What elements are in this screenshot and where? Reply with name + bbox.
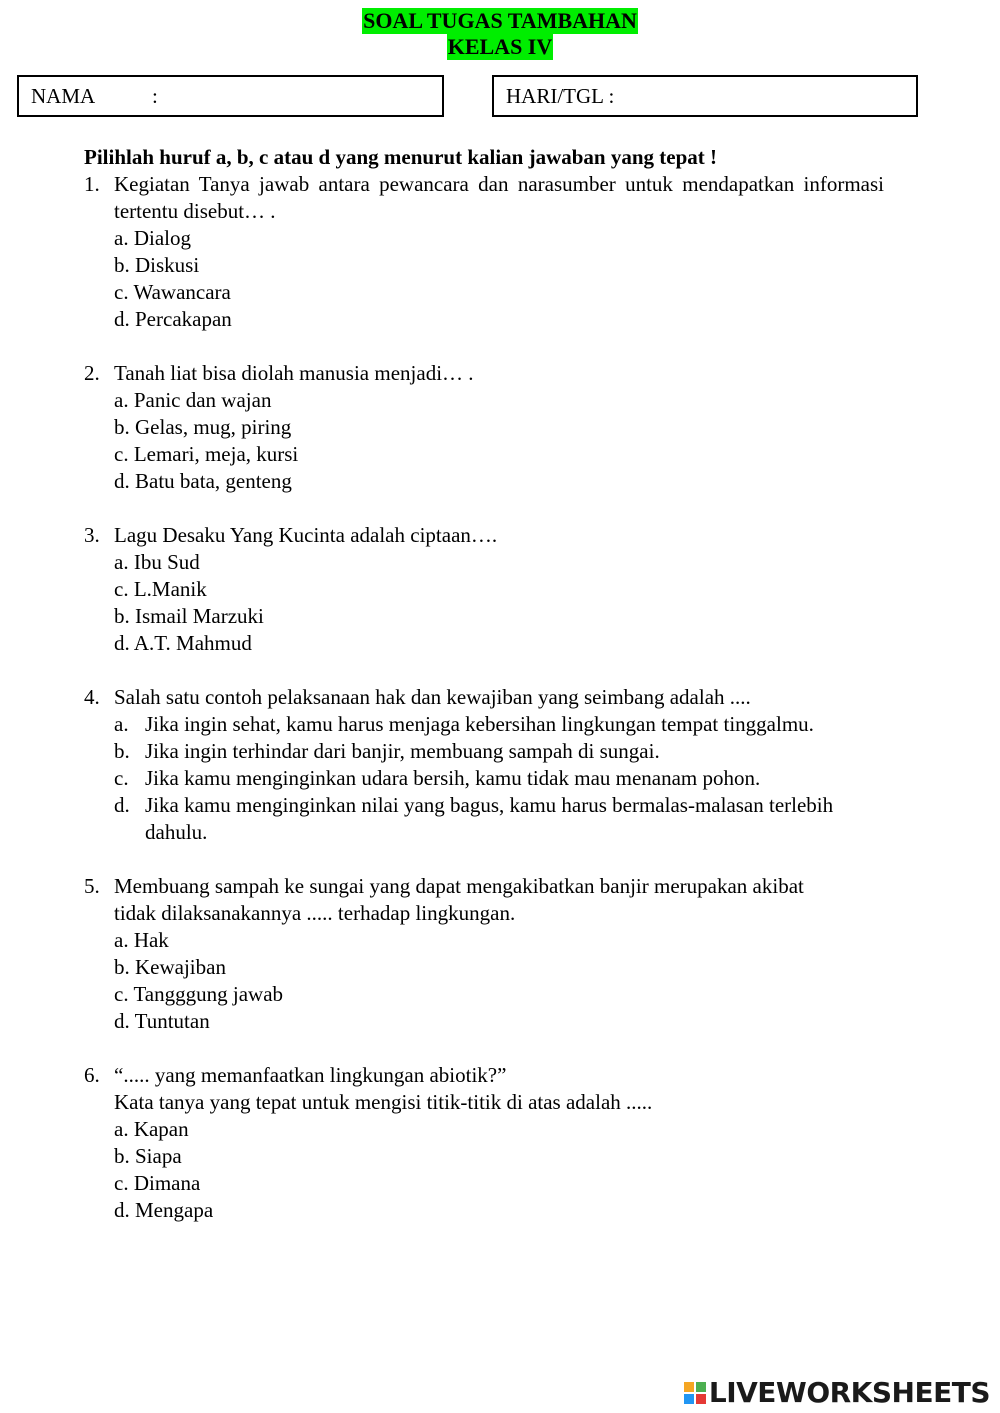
option-d[interactable]: d. Batu bata, genteng xyxy=(114,469,292,493)
liveworksheets-brand xyxy=(684,1376,990,1409)
option-b[interactable]: b. Siapa xyxy=(114,1144,182,1168)
question-text-line-2: Kata tanya yang tepat untuk mengisi titik-titik di atas adalah ..... xyxy=(114,1090,653,1114)
option-letter: b. xyxy=(114,739,130,763)
option-c[interactable]: c. L.Manik xyxy=(114,577,207,601)
logo-square xyxy=(696,1394,706,1404)
option-c[interactable] xyxy=(84,765,884,792)
option-d[interactable]: d. A.T. Mahmud xyxy=(114,631,252,655)
question-text: Salah satu contoh pelaksanaan hak dan kewajiban yang seimbang adalah .... xyxy=(114,685,751,709)
hari-tgl-field[interactable] xyxy=(492,75,918,117)
hari-tgl-label: HARI/TGL : xyxy=(506,84,615,108)
option-a[interactable]: a. Ibu Sud xyxy=(114,550,200,574)
logo-square xyxy=(684,1394,694,1404)
worksheet-title: SOAL TUGAS TAMBAHAN xyxy=(363,8,637,33)
option-c[interactable]: c. Wawancara xyxy=(114,280,231,304)
question-5 xyxy=(84,873,884,1035)
option-c[interactable]: c. Tangggung jawab xyxy=(114,982,284,1006)
question-text: Membuang sampah ke sungai yang dapat mengakibatkan banjir merupakan akibat tidak dilaksanakannya ..... terhadap lingkungan. xyxy=(114,874,804,925)
nama-colon: : xyxy=(152,84,158,108)
question-text: Kegiatan Tanya jawab antara pewancara dan narasumber untuk mendapatkan informasi tertentu disebut… . xyxy=(114,172,884,223)
liveworksheets-logo-icon xyxy=(684,1382,706,1404)
option-c[interactable]: c. Dimana xyxy=(114,1171,201,1195)
question-text: Tanah liat bisa diolah manusia menjadi… . xyxy=(114,361,474,385)
question-number: 4. xyxy=(84,685,100,709)
question-2 xyxy=(84,360,884,495)
option-d[interactable]: d. Percakapan xyxy=(114,307,232,331)
option-b[interactable]: b. Gelas, mug, piring xyxy=(114,415,292,439)
nama-label: NAMA xyxy=(31,84,96,108)
worksheet-header xyxy=(0,8,1000,60)
option-d[interactable] xyxy=(84,792,884,846)
option-b[interactable]: b. Diskusi xyxy=(114,253,200,277)
question-number: 2. xyxy=(84,361,100,385)
option-a[interactable]: a. Panic dan wajan xyxy=(114,388,272,412)
option-b[interactable]: b. Ismail Marzuki xyxy=(114,604,264,628)
question-text: “..... yang memanfaatkan lingkungan abiotik?” xyxy=(114,1063,507,1087)
option-text: Jika kamu menginginkan nilai yang bagus, kamu harus bermalas-malasan terlebih dahulu. xyxy=(145,793,834,844)
option-a[interactable]: a. Hak xyxy=(114,928,169,952)
option-letter: c. xyxy=(114,766,129,790)
nama-field[interactable] xyxy=(17,75,444,117)
question-number: 3. xyxy=(84,523,100,547)
option-text: Jika kamu menginginkan udara bersih, kamu tidak mau menanam pohon. xyxy=(145,766,761,790)
question-number: 6. xyxy=(84,1063,100,1087)
question-list xyxy=(84,171,884,1251)
question-number: 5. xyxy=(84,874,100,898)
option-text: Jika ingin terhindar dari banjir, membuang sampah di sungai. xyxy=(145,739,660,763)
option-a[interactable]: a. Kapan xyxy=(114,1117,189,1141)
option-b[interactable] xyxy=(84,738,884,765)
option-c[interactable]: c. Lemari, meja, kursi xyxy=(114,442,299,466)
logo-square xyxy=(696,1382,706,1392)
worksheet-class: KELAS IV xyxy=(447,34,553,59)
question-6 xyxy=(84,1062,884,1224)
question-1 xyxy=(84,171,884,333)
question-text: Lagu Desaku Yang Kucinta adalah ciptaan…. xyxy=(114,523,498,547)
question-number: 1. xyxy=(84,172,100,196)
instruction-text: Pilihlah huruf a, b, c atau d yang menurut kalian jawaban yang tepat ! xyxy=(84,145,718,169)
option-d[interactable]: d. Mengapa xyxy=(114,1198,214,1222)
option-text: Jika ingin sehat, kamu harus menjaga kebersihan lingkungan tempat tinggalmu. xyxy=(145,712,814,736)
option-d[interactable]: d. Tuntutan xyxy=(114,1009,210,1033)
brand-name: LIVEWORKSHEETS xyxy=(708,1376,990,1409)
option-a[interactable] xyxy=(84,711,884,738)
option-letter: d. xyxy=(114,793,130,817)
option-a[interactable]: a. Dialog xyxy=(114,226,191,250)
question-3 xyxy=(84,522,884,657)
logo-square xyxy=(684,1382,694,1392)
option-b[interactable]: b. Kewajiban xyxy=(114,955,226,979)
question-4 xyxy=(84,684,884,846)
option-letter: a. xyxy=(114,712,129,736)
